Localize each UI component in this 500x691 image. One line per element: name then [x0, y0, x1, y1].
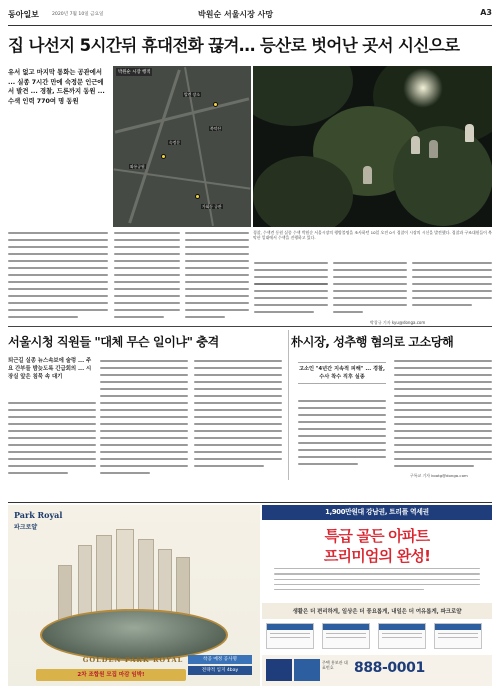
story2-headline: 서울시청 직원들 "대체 무슨 일이냐" 충격 — [8, 335, 219, 349]
ad-info-box — [322, 623, 370, 649]
ad-park-royal[interactable] — [8, 505, 260, 686]
ad-copy — [274, 568, 480, 594]
ad-phone-number[interactable]: 888-0001 — [354, 660, 425, 676]
ad-brand: Park Royal — [14, 510, 63, 520]
ad-apartment[interactable] — [262, 505, 492, 686]
page-header — [8, 6, 492, 26]
ad-strip-text: 생활은 더 편리하게, 일상은 더 풍요롭게, 내일은 더 여유롭게, 파크로얄 — [292, 609, 462, 615]
ad-info-box — [434, 623, 482, 649]
map-title: 박원순 시장 행적 — [118, 70, 151, 75]
story3-headline: 朴시장, 성추행 혐의로 고소당해 — [291, 335, 454, 349]
ad-strip — [262, 603, 492, 619]
ad-big-headline-1: 특급 골든 아파트 — [324, 527, 430, 545]
photo-caption: 경찰, 수색견 동원 실종 수색 박원순 서울시장의 행방불명을 조사하던 10일 오전 0시 경찰이 시장의 시신을 발견했다. 경찰과 구조대원들이 북악산 일대에서 수색을 진행하고 있다. — [253, 230, 492, 241]
ad-banner: 1,900만원대 강남권, 트리플 역세권 — [262, 505, 492, 520]
search-photo — [253, 66, 492, 227]
column-rule — [288, 330, 289, 480]
byline: 구특교 기자 kootg@donga.com — [410, 473, 468, 478]
ad-info-button[interactable]: 전략적 입지 4bay — [188, 666, 252, 675]
story3-subhead: 고소인 "4년간 지속적 피해" ... 경찰, 수사 착수 직후 실종 — [298, 362, 386, 384]
ad-illustration — [40, 609, 228, 661]
main-headline: 집 나선지 5시간뒤 휴대전화 끊겨… 등산로 벗어난 곳서 시신으로 — [8, 36, 460, 55]
location-pin-icon — [161, 154, 166, 159]
ad-logo-icon — [294, 659, 320, 681]
ad-info-box — [378, 623, 426, 649]
route-map — [113, 66, 251, 227]
ad-info-button[interactable]: 착공 예정 공사명 — [188, 655, 252, 664]
map-label: 북악산 — [210, 126, 222, 131]
story2-subhead: 퇴근길 실종 뉴스속보에 술렁 ... 주요 간부들 밤늦도록 긴급회의 ... 시장실 앞은 침묵 속 대기 — [8, 358, 92, 381]
ad-brand-korean: 파크로얄 — [14, 524, 38, 531]
ad-ribbon: 2차 조합원 모집 마감 임박! — [36, 669, 186, 681]
ad-info-box — [266, 623, 314, 649]
location-pin-icon — [195, 194, 200, 199]
ad-big-headline-2: 프리미엄의 완성! — [323, 547, 431, 565]
section-title: 박원순 서울시장 사망 — [198, 10, 274, 19]
section-divider — [8, 326, 492, 327]
map-label: 숙정문 — [169, 140, 181, 145]
story-deck: 유서 없고 마지막 통화는 공관에서 ... 실종 7시간 만에 숙정문 인근에서 발견 ... 경찰, 드론까지 동원 ... 수색 인력 770여 명 동원 — [8, 69, 105, 105]
ad-phone-label: 주택 홍보관 대표번호 — [322, 660, 348, 670]
map-label: 와룡공원 — [130, 164, 145, 169]
map-label: 가회동 공관 — [202, 204, 222, 209]
map-label: 발견 장소 — [184, 92, 200, 97]
newspaper-logo: 동아일보 — [8, 9, 39, 19]
page-number: A3 — [480, 8, 492, 17]
location-pin-icon — [213, 102, 218, 107]
ad-disc-text: GOLDEN PARK ROYAL — [82, 656, 184, 664]
byline: 박창규 기자 kyu@donga.com — [370, 320, 426, 325]
issue-date: 2020년 7월 10일 금요일 — [52, 12, 104, 17]
ad-logo-icon — [266, 659, 292, 681]
